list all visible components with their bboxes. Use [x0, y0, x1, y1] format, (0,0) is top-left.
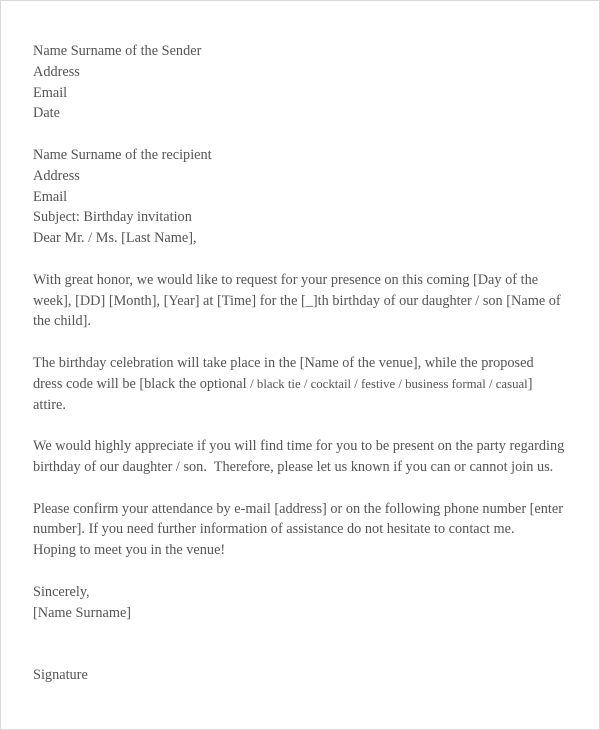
spacer — [33, 623, 573, 665]
paragraph-2-line: attire. — [33, 396, 66, 413]
spacer — [33, 249, 573, 270]
paragraph-4-line: Please confirm your attendance by e-mail [address] or on the following phone number [enter — [33, 500, 563, 517]
recipient-name: Name Surname of the recipient — [33, 146, 212, 163]
spacer — [33, 561, 573, 582]
dress-code-start: dress code will be [black the optional — [33, 375, 251, 392]
paragraph-3-line: birthday of our daughter / son. Therefore, please let us known if you can or cannot join us. — [33, 458, 554, 475]
spacer — [33, 124, 573, 145]
sender-address: Address — [33, 63, 80, 80]
paragraph-1-line: week], [DD] [Month], [Year] at [Time] for the [_]th birthday of our daughter / son [Name of — [33, 292, 561, 309]
paragraph-4-line: Hoping to meet you in the venue! — [33, 542, 226, 559]
sender-email: Email — [33, 84, 68, 101]
signature-line: Signature — [33, 666, 88, 683]
spacer — [33, 415, 573, 436]
paragraph-1-line: With great honor, we would like to request for your presence on this coming [Day of the — [33, 271, 539, 288]
spacer — [33, 332, 573, 353]
letter-content — [33, 41, 573, 686]
paragraph-4-line: number]. If you need further information of assistance do not hesitate to contact me. — [33, 521, 515, 538]
recipient-address: Address — [33, 167, 80, 184]
paragraph-1-line: the child]. — [33, 313, 91, 330]
spacer — [33, 478, 573, 499]
salutation: Dear Mr. / Ms. [Last Name], — [33, 230, 197, 247]
subject-line: Subject: Birthday invitation — [33, 209, 192, 226]
paragraph-2-line — [33, 374, 573, 395]
dress-code-end: ] — [527, 375, 533, 392]
paragraph-2-line: The birthday celebration will take place in the [Name of the venue], while the proposed — [33, 354, 534, 371]
sender-date: Date — [33, 105, 60, 122]
closing-name: [Name Surname] — [33, 604, 132, 621]
valediction: Sincerely, — [33, 583, 90, 600]
sender-name: Name Surname of the Sender — [33, 43, 202, 59]
recipient-email: Email — [33, 188, 68, 205]
dress-code-options: / black tie / cocktail / festive / business formal / casual — [250, 376, 528, 391]
paragraph-3-line: We would highly appreciate if you will find time for you to be present on the party regarding — [33, 438, 565, 455]
